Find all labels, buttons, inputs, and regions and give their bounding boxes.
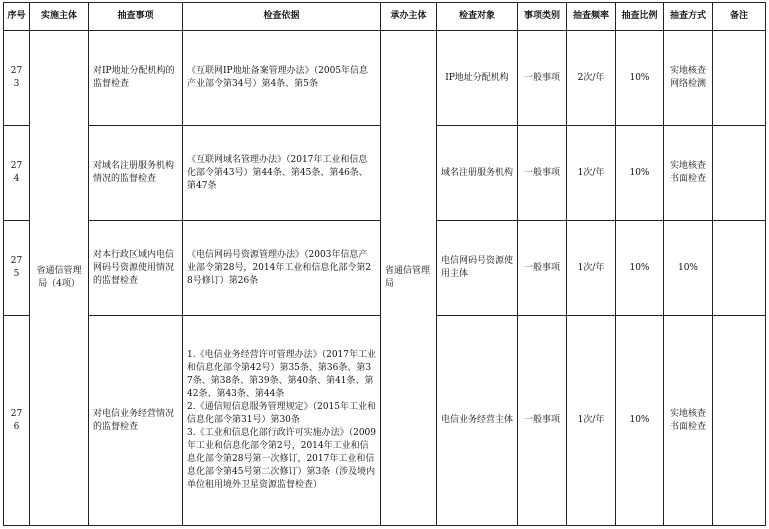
header-item: 抽查事项 (89, 3, 183, 31)
row-frequency: 1次/年 (567, 126, 616, 221)
row-method: 实地核查 书面检查 (664, 126, 713, 221)
header-ratio: 抽查比例 (616, 3, 664, 31)
row-ratio: 10% (616, 316, 664, 526)
row-basis: 《互联网域名管理办法》（2017年工业和信息化部令第43号）第44条、第45条、第46条、第47条 (183, 126, 381, 221)
header-undertaker: 承办主体 (381, 3, 437, 31)
row-ratio: 10% (616, 126, 664, 221)
row-method: 实地核查 书面检查 (664, 316, 713, 526)
undertaker-cell: 省通信管理局 (381, 31, 437, 526)
row-frequency: 1次/年 (567, 221, 616, 316)
row-target: 电信网码号资源使用主体 (437, 221, 518, 316)
row-target: 域名注册服务机构 (437, 126, 518, 221)
row-ratio: 10% (616, 221, 664, 316)
row-method: 实地核查 网络检测 (664, 31, 713, 126)
row-method: 10% (664, 221, 713, 316)
row-category: 一般事项 (518, 31, 567, 126)
row-item: 对IP地址分配机构的监督检查 (89, 31, 183, 126)
row-frequency: 1次/年 (567, 316, 616, 526)
row-remarks (713, 31, 766, 126)
row-basis (183, 316, 381, 526)
row-category: 一般事项 (518, 221, 567, 316)
row-item: 对电信业务经营情况的监督检查 (89, 316, 183, 526)
header-row (4, 3, 766, 31)
row-ratio: 10% (616, 31, 664, 126)
row-target: IP地址分配机构 (437, 31, 518, 126)
row-frequency: 2次/年 (567, 31, 616, 126)
row-no: 276 (4, 316, 30, 526)
row-category: 一般事项 (518, 126, 567, 221)
header-no: 序号 (4, 3, 30, 31)
row-basis: 《电信网码号资源管理办法》（2003年信息产业部令第28号，2014年工业和信息化部令第28号修订）第26条 (183, 221, 381, 316)
row-target: 电信业务经营主体 (437, 316, 518, 526)
row-item: 对本行政区域内电信网码号资源使用情况的监督检查 (89, 221, 183, 316)
row-no: 273 (4, 31, 30, 126)
row-category: 一般事项 (518, 316, 567, 526)
inspection-table (3, 2, 766, 526)
row-item: 对域名注册服务机构情况的监督检查 (89, 126, 183, 221)
header-basis: 检查依据 (183, 3, 381, 31)
basis-list-item: 3.《工业和信息化部行政许可实施办法》（2009年工业和信息化部令第2号，2014年工业和信息化部令第28号第一次修订，2017年工业和信息化部令第45号第二次修订）第3条（涉及境内单位租用境外卫星资源监督检查） (187, 428, 376, 490)
row-no: 274 (4, 126, 30, 221)
row-remarks (713, 126, 766, 221)
header-remarks: 备注 (713, 3, 766, 31)
row-remarks (713, 221, 766, 316)
header-category: 事项类别 (518, 3, 567, 31)
row-no: 275 (4, 221, 30, 316)
basis-list-item: 1.《电信业务经营许可管理办法》（2017年工业和信息化部令第42号）第35条、第36条、第37条、第38条、第39条、第40条、第41条、第42条、第43条、第44条 (187, 350, 376, 399)
header-frequency: 抽查频率 (567, 3, 616, 31)
row-remarks (713, 316, 766, 526)
table-row (4, 31, 766, 126)
subject-cell: 省通信管理局（4项） (30, 31, 89, 526)
row-basis: 《互联网IP地址备案管理办法》（2005年信息产业部令第34号）第4条、第5条 (183, 31, 381, 126)
header-method: 抽查方式 (664, 3, 713, 31)
header-target: 检查对象 (437, 3, 518, 31)
basis-list-item: 2.《通信短信息服务管理规定》（2015年工业和信息化部令第31号）第30条 (187, 402, 376, 425)
header-subject: 实施主体 (30, 3, 89, 31)
